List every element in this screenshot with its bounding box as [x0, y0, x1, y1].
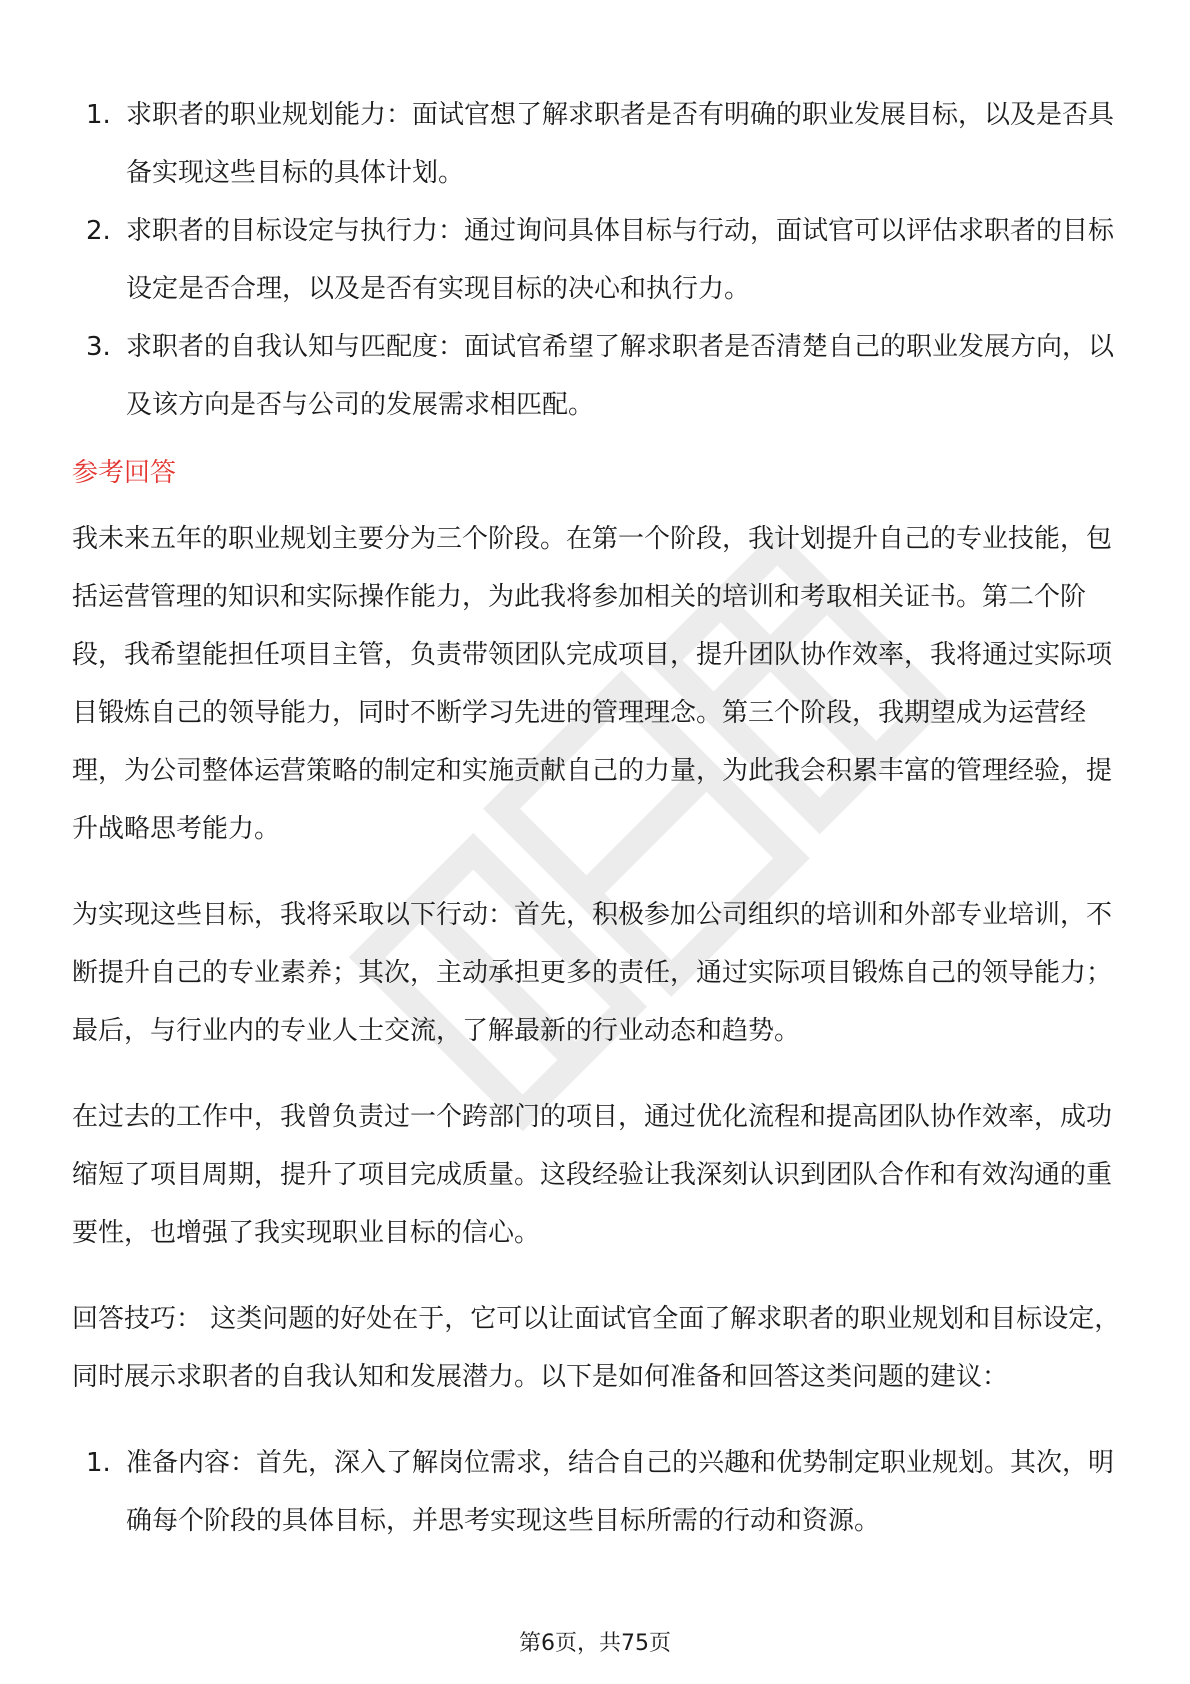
list-item	[72, 1434, 1122, 1550]
list-text: 准备内容：首先，深入了解岗位需求，结合自己的兴趣和优势制定职业规划。其次，明确每个阶段的具体目标，并思考实现这些目标所需的行动和资源。	[126, 1448, 1115, 1536]
main-content	[72, 86, 1122, 1550]
paragraph: 在过去的工作中，我曾负责过一个跨部门的项目，通过优化流程和提高团队协作效率，成功缩短了项目周期，提升了项目完成质量。这段经验让我深刻认识到团队合作和有效沟通的重要性，也增强了我实现职业目标的信心。	[72, 1102, 1113, 1248]
paragraph: 为实现这些目标，我将采取以下行动：首先，积极参加公司组织的培训和外部专业培训，不断提升自己的专业素养；其次，主动承担更多的责任，通过实际项目锻炼自己的领导能力；最后，与行业内的专业人士交流，了解最新的行业动态和趋势。	[72, 900, 1113, 1046]
list-item	[72, 202, 1122, 318]
intro-list	[72, 86, 1122, 434]
section-title: 参考回答	[72, 458, 177, 488]
list-number: 1.	[86, 1448, 111, 1478]
list-number: 1.	[86, 100, 111, 130]
page-footer: 第6页，共75页	[519, 1631, 671, 1656]
list-text: 求职者的目标设定与执行力：通过询问具体目标与行动，面试官可以评估求职者的目标设定是否合理，以及是否有实现目标的决心和执行力。	[126, 216, 1115, 304]
list-text: 求职者的职业规划能力：面试官想了解求职者是否有明确的职业发展目标，以及是否具备实现这些目标的具体计划。	[126, 100, 1115, 188]
tips-list	[72, 1434, 1122, 1550]
list-item	[72, 318, 1122, 434]
paragraph: 回答技巧： 这类问题的好处在于，它可以让面试官全面了解求职者的职业规划和目标设定，同时展示求职者的自我认知和发展潜力。以下是如何准备和回答这类问题的建议：	[72, 1304, 1121, 1392]
list-number: 3.	[86, 332, 111, 362]
paragraph: 我未来五年的职业规划主要分为三个阶段。在第一个阶段，我计划提升自己的专业技能，包括运营管理的知识和实际操作能力，为此我将参加相关的培训和考取相关证书。第二个阶段，我希望能担任项目主管，负责带领团队完成项目，提升团队协作效率，我将通过实际项目锻炼自己的领导能力，同时不断学习先进的管理理念。第三个阶段，我期望成为运营经理，为公司整体运营策略的制定和实施贡献自己的力量，为此我会积累丰富的管理经验，提升战略思考能力。	[72, 524, 1113, 844]
list-item	[72, 86, 1122, 202]
list-number: 2.	[86, 216, 111, 246]
list-text: 求职者的自我认知与匹配度：面试官希望了解求职者是否清楚自己的职业发展方向，以及该方向是否与公司的发展需求相匹配。	[126, 332, 1115, 420]
